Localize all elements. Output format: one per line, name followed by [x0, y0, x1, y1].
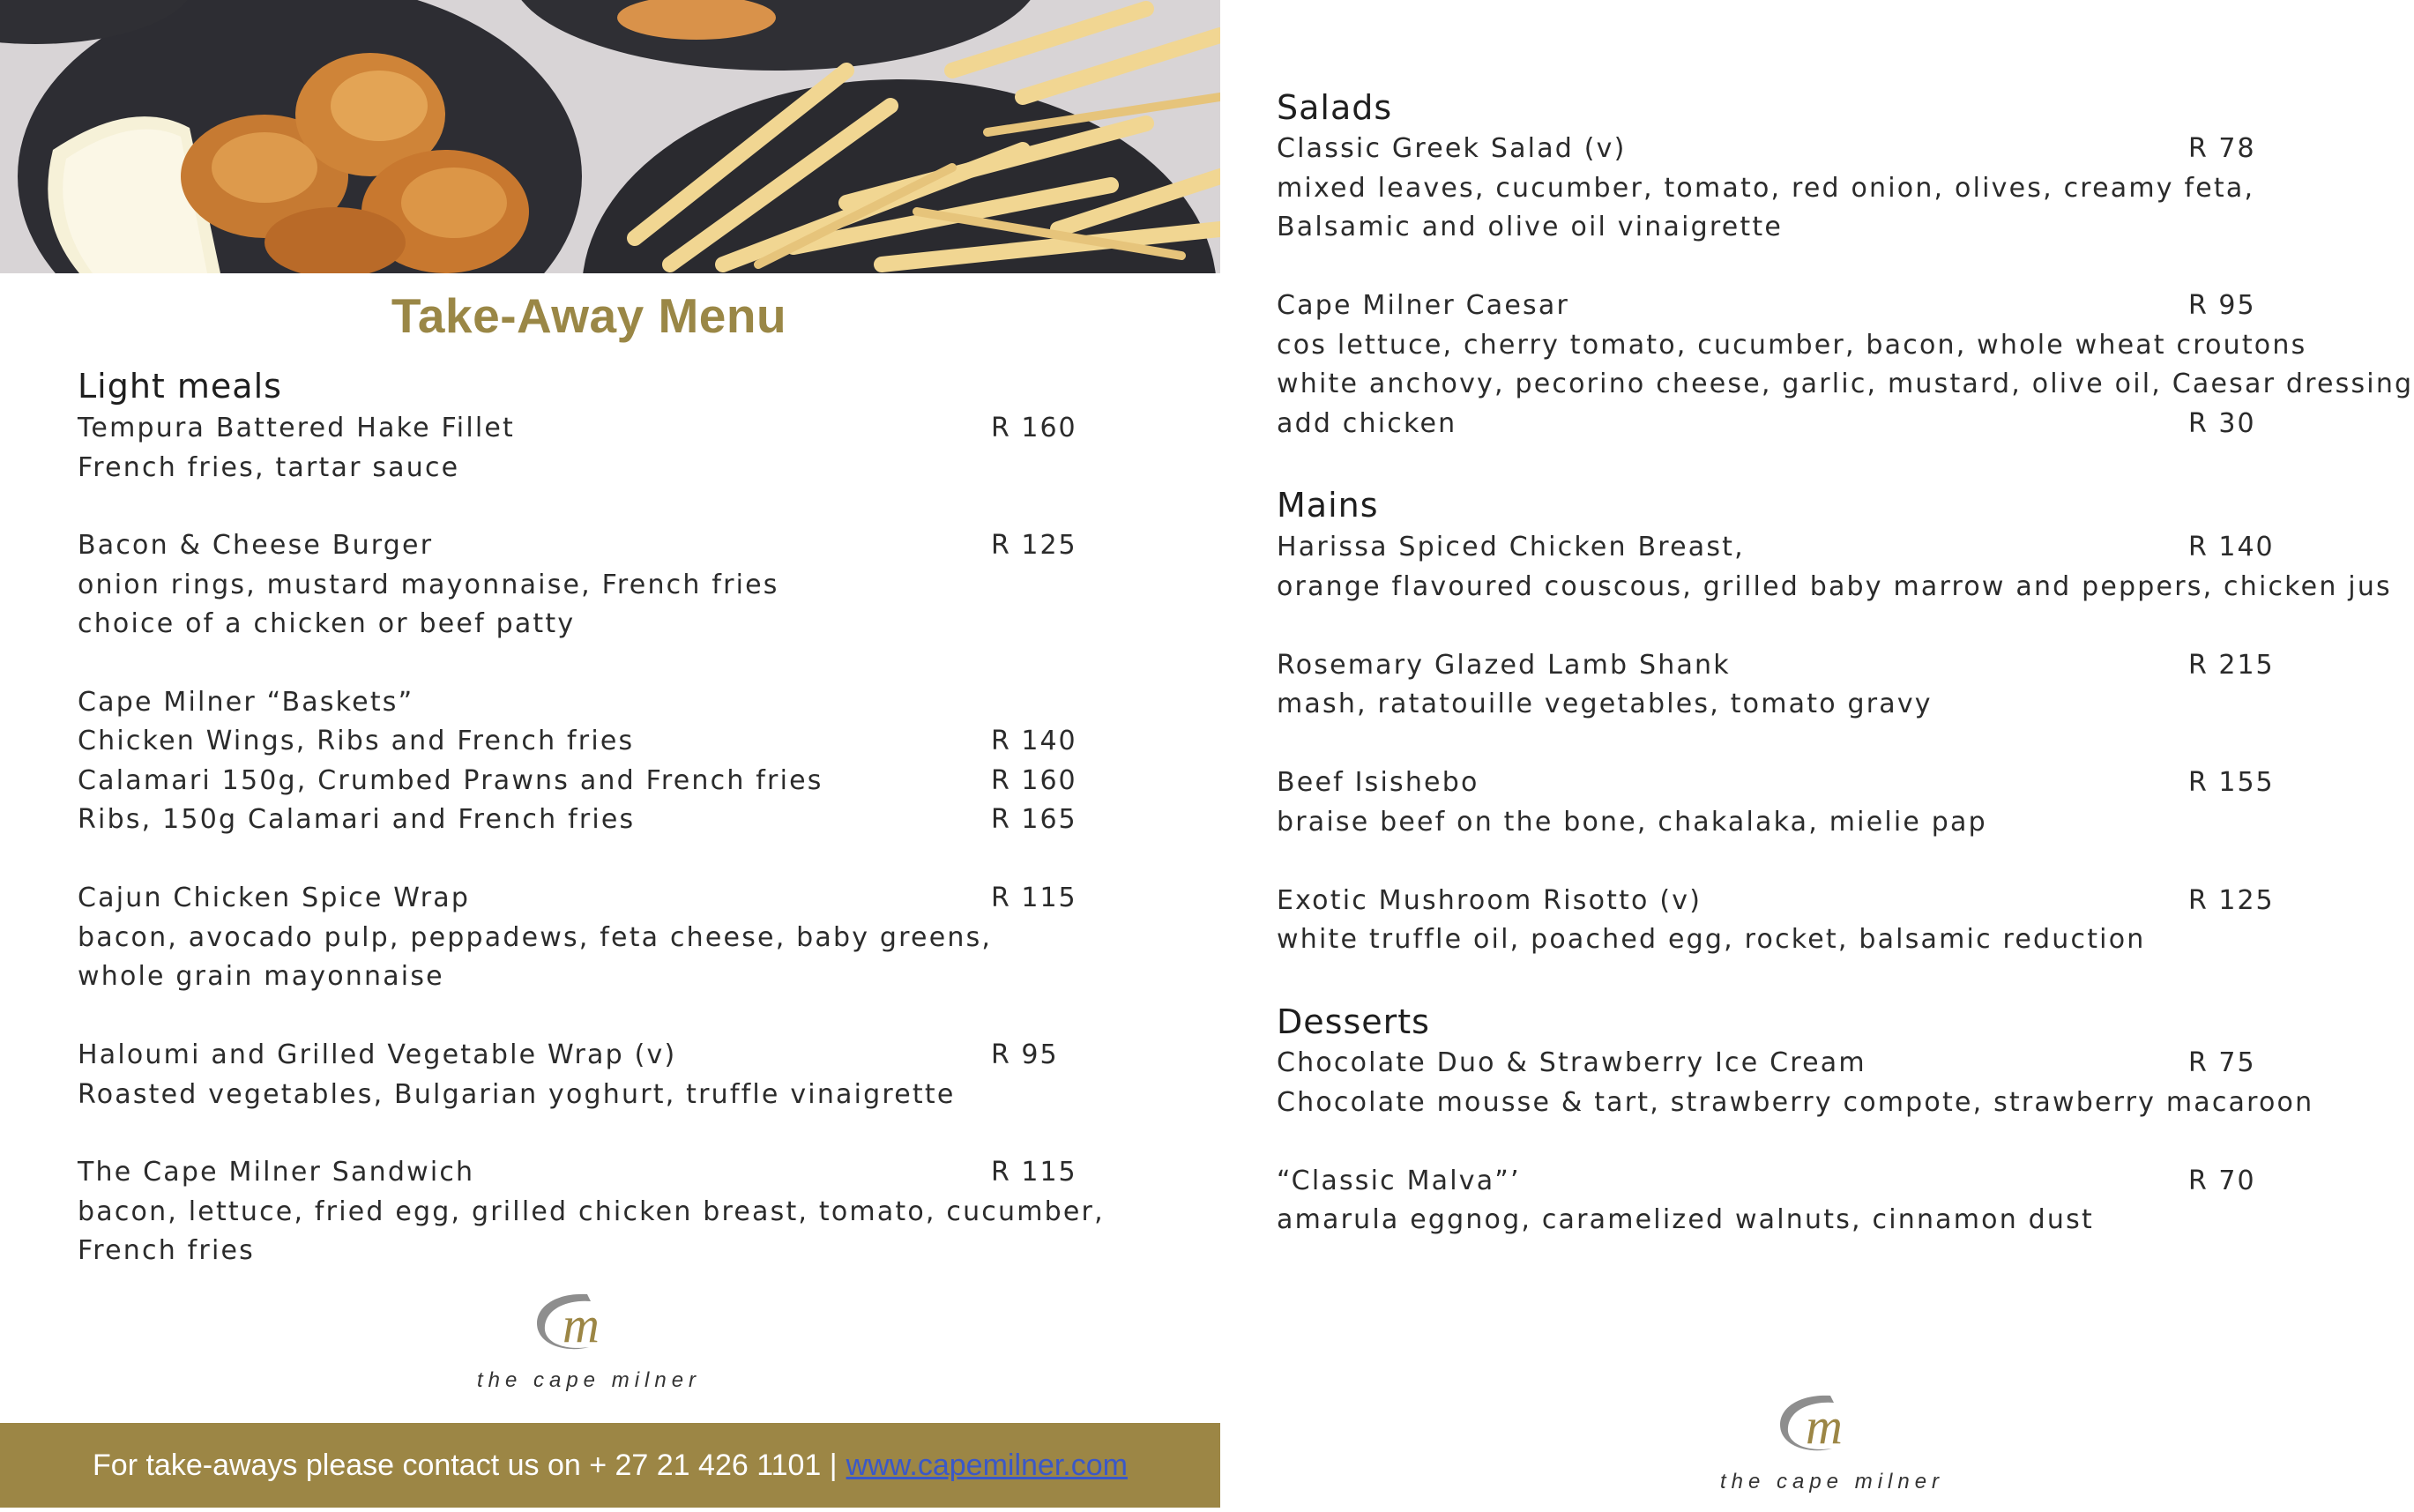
right-page	[1220, 0, 2414, 1508]
website-link[interactable]: www.capemilner.com	[846, 1448, 1128, 1482]
menu-item-name: Tempura Battered Hake Fillet	[78, 413, 516, 443]
menu-item-addon: add chicken	[1277, 408, 1457, 439]
food-photo	[0, 0, 1220, 273]
menu-item-price: R 75	[2188, 1047, 2256, 1078]
menu-item-price: R 160	[991, 765, 1077, 796]
menu-item-description: Chocolate mousse & tart, strawberry compote, strawberry macaroon	[1277, 1087, 2314, 1118]
menu-item-name: Exotic Mushroom Risotto (v)	[1277, 885, 1702, 916]
section-heading-light-meals: Light meals	[78, 367, 282, 406]
menu-item-description: amarula eggnog, caramelized walnuts, cinnamon dust	[1277, 1204, 2094, 1235]
contact-footer	[0, 1423, 1220, 1508]
logo-text: the cape milner	[1719, 1470, 1945, 1493]
menu-item-price: R 140	[2188, 532, 2275, 562]
menu-item-name: Harissa Spiced Chicken Breast,	[1277, 532, 1745, 562]
logo-m-icon	[1770, 1389, 1885, 1468]
menu-item-description: Balsamic and olive oil vinaigrette	[1277, 212, 1783, 242]
menu-item-description: French fries, tartar sauce	[78, 452, 460, 483]
menu-item-name: Cape Milner Caesar	[1277, 290, 1569, 321]
menu-item-name: Chocolate Duo & Strawberry Ice Cream	[1277, 1047, 1866, 1078]
menu-item-price: R 115	[991, 883, 1077, 913]
cape-milner-logo	[1717, 1389, 1947, 1512]
menu-item-name: Rosemary Glazed Lamb Shank	[1277, 650, 1731, 681]
menu-item-description: onion rings, mustard mayonnaise, French fries	[78, 570, 779, 600]
menu-item-description: bacon, lettuce, fried egg, grilled chicken breast, tomato, cucumber,	[78, 1196, 1105, 1227]
section-heading-mains: Mains	[1277, 486, 1379, 525]
menu-item-option: Ribs, 150g Calamari and French fries	[78, 804, 636, 835]
menu-item-price: R 95	[2188, 290, 2256, 321]
menu-item-name: The Cape Milner Sandwich	[78, 1157, 475, 1188]
menu-item-description: orange flavoured couscous, grilled baby marrow and peppers, chicken jus	[1277, 571, 2392, 602]
menu-item-name: Beef Isishebo	[1277, 767, 1479, 798]
contact-text: For take-aways please contact us on + 27 21 426 1101 |	[93, 1448, 838, 1482]
page-title: Take-Away Menu	[391, 288, 787, 343]
menu-item-description: braise beef on the bone, chakalaka, mielie pap	[1277, 807, 1987, 838]
menu-item-description: mixed leaves, cucumber, tomato, red onion, olives, creamy feta,	[1277, 173, 2255, 204]
menu-item-description: French fries	[78, 1235, 255, 1266]
section-heading-desserts: Desserts	[1277, 1002, 1430, 1041]
menu-item-description: bacon, avocado pulp, peppadews, feta cheese, baby greens,	[78, 922, 993, 953]
menu-item-name: “Classic Malva”’	[1277, 1166, 1521, 1196]
menu-item-price: R 78	[2188, 133, 2256, 164]
menu-item-description: cos lettuce, cherry tomato, cucumber, bacon, whole wheat croutons	[1277, 330, 2307, 361]
menu-item-description: choice of a chicken or beef patty	[78, 608, 576, 639]
menu-item-price: R 95	[991, 1039, 1059, 1070]
menu-item-name: Cajun Chicken Spice Wrap	[78, 883, 471, 913]
menu-item-price: R 30	[2188, 408, 2256, 439]
logo-m-icon	[527, 1287, 642, 1367]
menu-item-description: white anchovy, pecorino cheese, garlic, mustard, olive oil, Caesar dressing	[1277, 369, 2414, 399]
menu-item-price: R 165	[991, 804, 1077, 835]
menu-item-description: white truffle oil, poached egg, rocket, balsamic reduction	[1277, 924, 2146, 955]
menu-item-price: R 70	[2188, 1166, 2256, 1196]
menu-item-name: Bacon & Cheese Burger	[78, 530, 434, 561]
menu-item-option: Chicken Wings, Ribs and French fries	[78, 726, 635, 756]
menu-item-name: Cape Milner “Baskets”	[78, 687, 414, 718]
logo-text: the cape milner	[476, 1368, 702, 1392]
menu-item-price: R 115	[991, 1157, 1077, 1188]
menu-item-description: Roasted vegetables, Bulgarian yoghurt, truffle vinaigrette	[78, 1079, 956, 1110]
svg-text:m: m	[1806, 1397, 1843, 1455]
menu-item-price: R 140	[991, 726, 1077, 756]
menu-item-price: R 125	[2188, 885, 2275, 916]
menu-item-price: R 215	[2188, 650, 2275, 681]
menu-item-option: Calamari 150g, Crumbed Prawns and French fries	[78, 765, 823, 796]
menu-item-price: R 155	[2188, 767, 2275, 798]
svg-text:m: m	[563, 1296, 600, 1353]
menu-item-price: R 125	[991, 530, 1077, 561]
menu-item-name: Haloumi and Grilled Vegetable Wrap (v)	[78, 1039, 677, 1070]
cape-milner-logo	[474, 1287, 704, 1411]
section-heading-salads: Salads	[1277, 88, 1393, 127]
menu-item-description: whole grain mayonnaise	[78, 961, 444, 992]
food-photo-illustration	[0, 0, 1220, 273]
menu-item-name: Classic Greek Salad (v)	[1277, 133, 1627, 164]
menu-item-price: R 160	[991, 413, 1077, 443]
menu-item-description: mash, ratatouille vegetables, tomato gravy	[1277, 689, 1933, 719]
